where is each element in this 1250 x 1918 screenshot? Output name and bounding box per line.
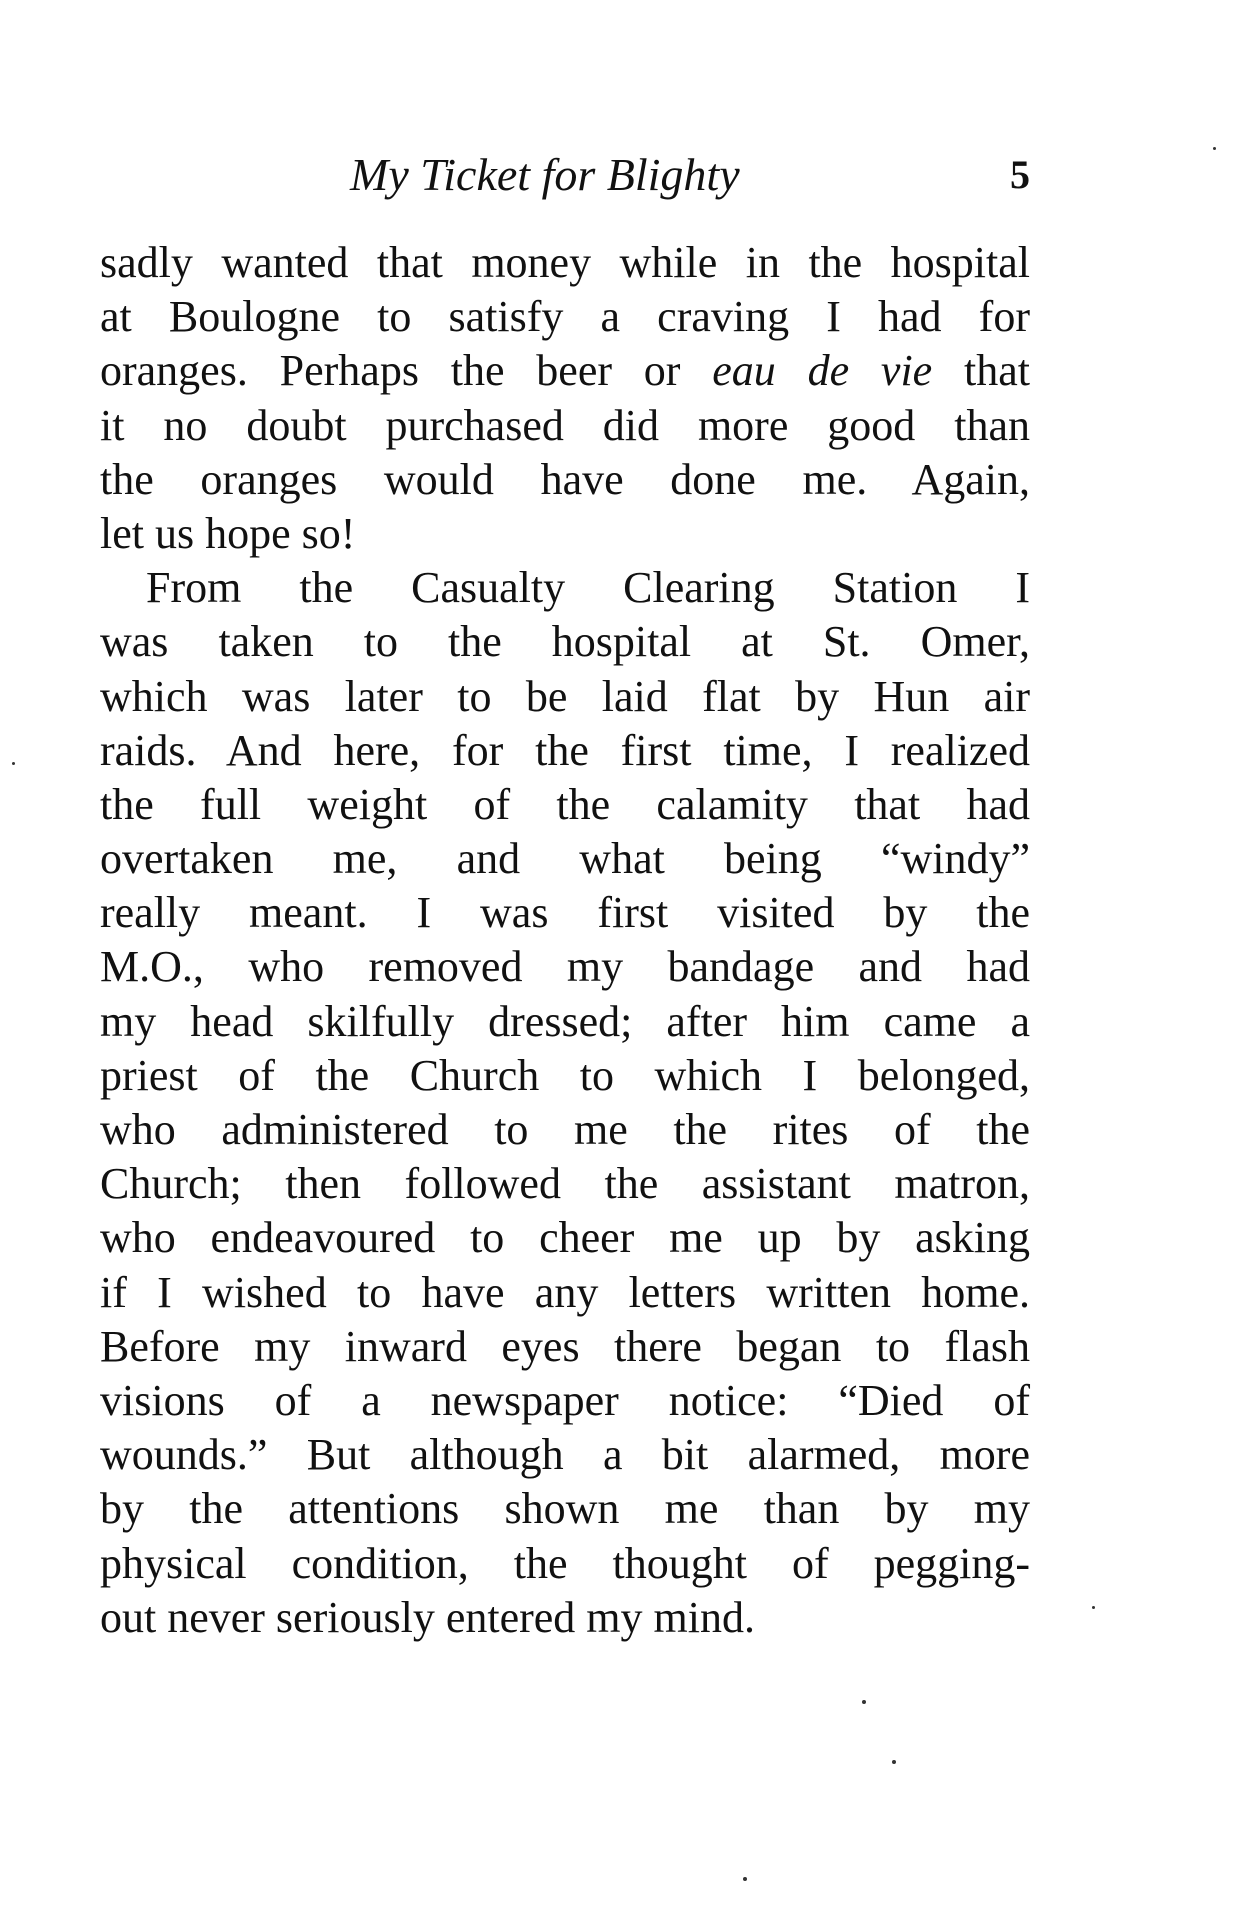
- text-line: M.O., who removed my bandage and had: [100, 942, 1030, 992]
- italic-phrase: eau de vie: [712, 346, 933, 396]
- text-line: it no doubt purchased did more good than: [100, 400, 1030, 450]
- text-line: visions of a newspaper notice: “Died of: [100, 1375, 1030, 1425]
- print-speck: [862, 1700, 866, 1704]
- text-line: was taken to the hospital at St. Omer,: [100, 617, 1030, 667]
- text-line: if I wished to have any letters written home.: [100, 1267, 1030, 1317]
- text-line: the full weight of the calamity that had: [100, 779, 1030, 829]
- text-line: sadly wanted that money while in the hospital: [100, 238, 1030, 287]
- text-line: who administered to me the rites of the: [100, 1105, 1030, 1154]
- text-line: overtaken me, and what being “windy”: [100, 834, 1030, 884]
- body-text: [100, 236, 1030, 1645]
- text-line: really meant. I was first visited by the: [100, 888, 1030, 938]
- paragraph-end-line: out never seriously entered my mind.: [100, 1592, 755, 1642]
- text-line: the oranges would have done me. Again,: [100, 454, 1030, 504]
- text-line: at Boulogne to satisfy a craving I had for: [100, 292, 1030, 342]
- text-line: Before my inward eyes there began to flash: [100, 1321, 1030, 1371]
- text-line: priest of the Church to which I belonged,: [100, 1050, 1030, 1100]
- text-segment: oranges. Perhaps the beer or: [100, 346, 713, 396]
- running-head: [100, 140, 1030, 210]
- text-line: raids. And here, for the first time, I realized: [100, 725, 1030, 775]
- paragraph-end-line: let us hope so!: [100, 508, 356, 558]
- text-line: physical condition, the thought of pegging-: [100, 1538, 1030, 1588]
- text-line: by the attentions shown me than by my: [100, 1484, 1030, 1534]
- print-speck: [892, 1760, 896, 1764]
- print-speck: [12, 762, 15, 765]
- print-speck: [1092, 1606, 1095, 1609]
- text-line: wounds.” But although a bit alarmed, more: [100, 1430, 1030, 1480]
- paragraph-start-line: From the Casualty Clearing Station I: [146, 563, 1030, 613]
- text-segment: that: [932, 346, 1030, 396]
- running-title: My Ticket for Blighty: [350, 149, 740, 200]
- text-line: which was later to be laid flat by Hun air: [100, 671, 1030, 721]
- print-speck: [1213, 147, 1216, 150]
- text-line: my head skilfully dressed; after him came a: [100, 996, 1030, 1046]
- page-number: 5: [1010, 152, 1030, 197]
- text-line: who endeavoured to cheer me up by asking: [100, 1213, 1030, 1263]
- print-speck: [743, 1877, 747, 1881]
- text-line: Church; then followed the assistant matron,: [100, 1159, 1030, 1209]
- text-line: [100, 344, 1030, 398]
